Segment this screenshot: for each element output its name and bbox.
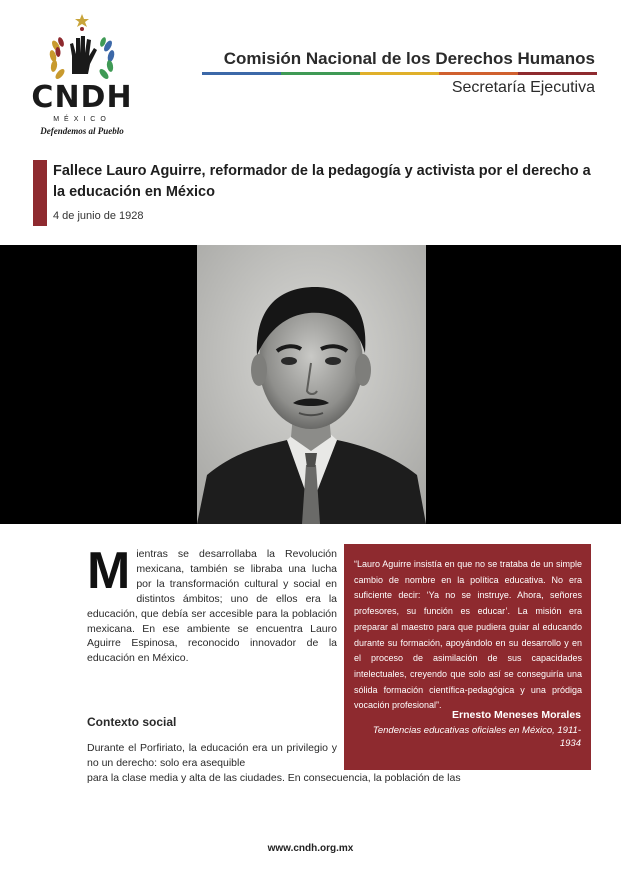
logo-country: MÉXICO (53, 116, 111, 123)
logo-tagline: Defendemos al Pueblo (40, 126, 124, 136)
title-accent-bar (33, 160, 47, 226)
article-date: 4 de junio de 1928 (53, 210, 144, 222)
stripe-red (518, 72, 597, 75)
quote-box (344, 544, 591, 770)
stripe-orange (439, 72, 518, 75)
section-paragraph-continuation: para la clase media y alta de las ciudades. En consecuencia, la población de las (87, 772, 461, 784)
portrait-photo (197, 245, 426, 524)
stripe-blue (202, 72, 281, 75)
article-title: Fallece Lauro Aguirre, reformador de la pedagogía y activista por el derecho a la educación en México (53, 163, 591, 200)
section-paragraph (87, 741, 461, 784)
department-name: Secretaría Ejecutiva (451, 79, 595, 96)
color-stripe (202, 72, 597, 75)
stripe-yellow (360, 72, 439, 75)
quote-source: Tendencias educativas oficiales en México, 1911-1934 (372, 725, 581, 749)
section-heading: Contexto social (87, 715, 177, 729)
cndh-logo (26, 12, 138, 138)
intro-paragraph (87, 542, 337, 666)
hand-laurel-icon (26, 12, 138, 82)
quote-text: “Lauro Aguirre insistía en que no se trataba de un simple cambio de nombre en la política educativa. No era suficiente decir: ‘Ya no se instruye. Ahora, señores profesores, su función es educar’. La misión era preparar al maestro para que pudiera guiar al educando durante su formación, apoyándolo en su desarrollo y en el proceso de asimilación de sus capacidades intelectuales, creyendo que solo así se conseguiría una sólida formación científica-pedagógica y una pródiga vocación profesional”. (354, 559, 582, 711)
footer-url[interactable]: www.cndh.org.mx (267, 843, 354, 854)
logo-acronym: CNDH (31, 80, 133, 115)
intro-text: ientras se desarrollaba la Revolución mexicana, también se libraba una lucha por la transformación cultural y social en distintos ámbitos; uno de ellos era la educación, que debía ser accesible para la población mexicana. En ese ambiente se encuentra Lauro Aguirre Espinosa, reconocido innovador de la educación en México. (87, 548, 337, 665)
section-paragraph-text: Durante el Porfiriato, la educación era un privilegio y no un derecho: solo era asequible (87, 742, 337, 770)
quote-author: Ernesto Meneses Morales (452, 709, 581, 721)
organization-name: Comisión Nacional de los Derechos Humanos (223, 49, 595, 68)
drop-cap: M (87, 542, 131, 600)
stripe-green (281, 72, 360, 75)
